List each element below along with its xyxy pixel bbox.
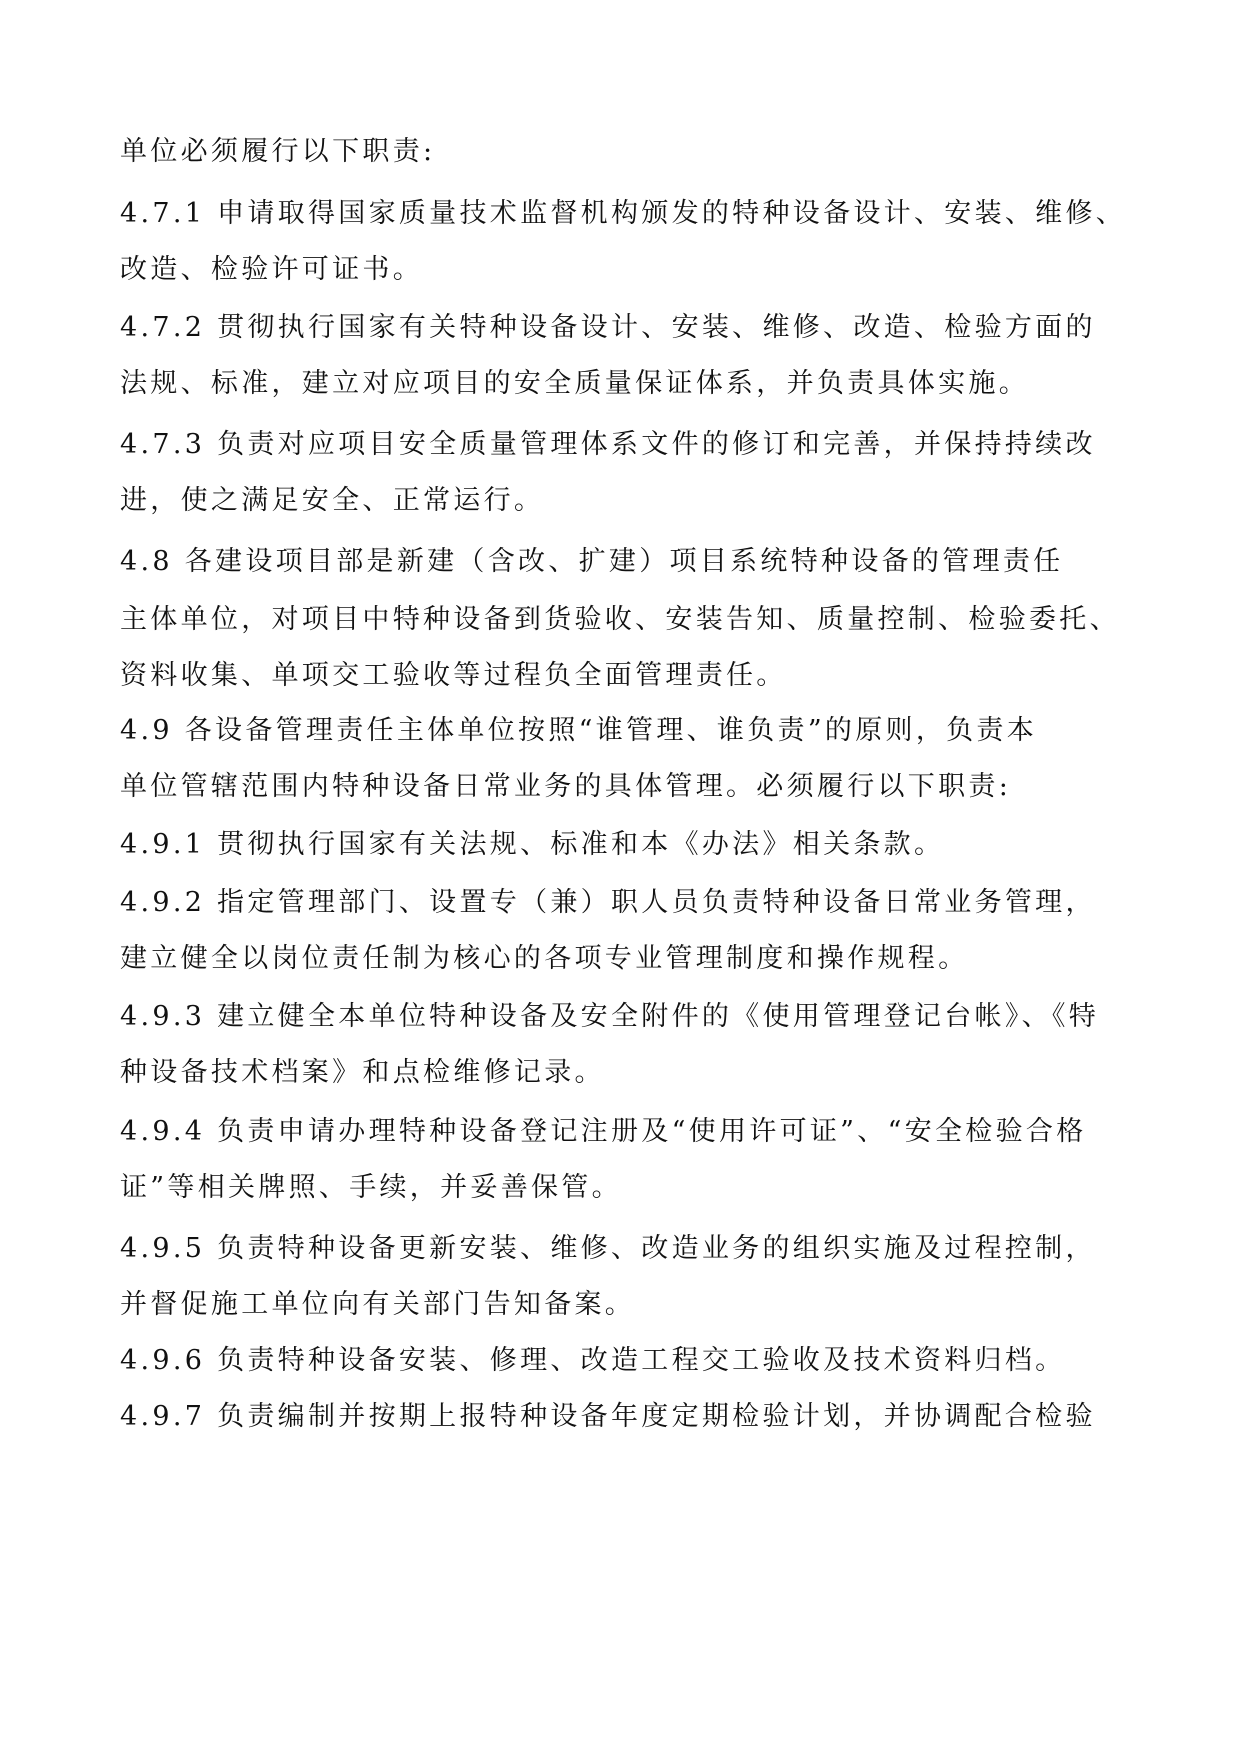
text-line: 改造、检验许可证书。 [120,254,423,285]
text-line: 4.7.3 负责对应项目安全质量管理体系文件的修订和完善，并保持持续改 [120,429,1096,460]
text-line: 4.9.6 负责特种设备安装、修理、改造工程交工验收及技术资料归档。 [120,1345,1066,1376]
text-line: 建立健全以岗位责任制为核心的各项专业管理制度和操作规程。 [120,943,969,974]
text-line: 并督促施工单位向有关部门告知备案。 [120,1289,636,1320]
text-line: 4.9.1 贯彻执行国家有关法规、标准和本《办法》相关条款。 [120,829,945,860]
text-line: 4.7.1 申请取得国家质量技术监督机构颁发的特种设备设计、安装、维修、 [120,198,1127,229]
text-line: 资料收集、单项交工验收等过程负全面管理责任。 [120,660,787,691]
text-line: 进，使之满足安全、正常运行。 [120,485,545,516]
text-line: 4.9.3 建立健全本单位特种设备及安全附件的《使用管理登记台帐》、《特 [120,1001,1100,1032]
text-line: 4.9 各设备管理责任主体单位按照“谁管理、谁负责”的原则，负责本 [120,715,1038,746]
text-line: 单位管辖范围内特种设备日常业务的具体管理。必须履行以下职责: [120,771,1012,802]
text-line: 4.9.2 指定管理部门、设置专（兼）职人员负责特种设备日常业务管理， [120,887,1096,918]
text-line: 4.9.5 负责特种设备更新安装、维修、改造业务的组织实施及过程控制， [120,1233,1096,1264]
text-line: 法规、标准，建立对应项目的安全质量保证体系，并负责具体实施。 [120,368,1029,399]
text-line: 证”等相关牌照、手续，并妥善保管。 [120,1172,622,1203]
text-line: 单位必须履行以下职责: [120,136,436,167]
text-line: 4.9.4 负责申请办理特种设备登记注册及“使用许可证”、“安全检验合格 [120,1116,1087,1147]
text-line: 4.7.2 贯彻执行国家有关特种设备设计、安装、维修、改造、检验方面的 [120,312,1096,343]
text-line: 4.8 各建设项目部是新建（含改、扩建）项目系统特种设备的管理责任 [120,546,1064,577]
text-line: 种设备技术档案》和点检维修记录。 [120,1057,605,1088]
text-line: 4.9.7 负责编制并按期上报特种设备年度定期检验计划，并协调配合检验 [120,1401,1096,1432]
text-line: 主体单位，对项目中特种设备到货验收、安装告知、质量控制、检验委托、 [120,604,1120,635]
